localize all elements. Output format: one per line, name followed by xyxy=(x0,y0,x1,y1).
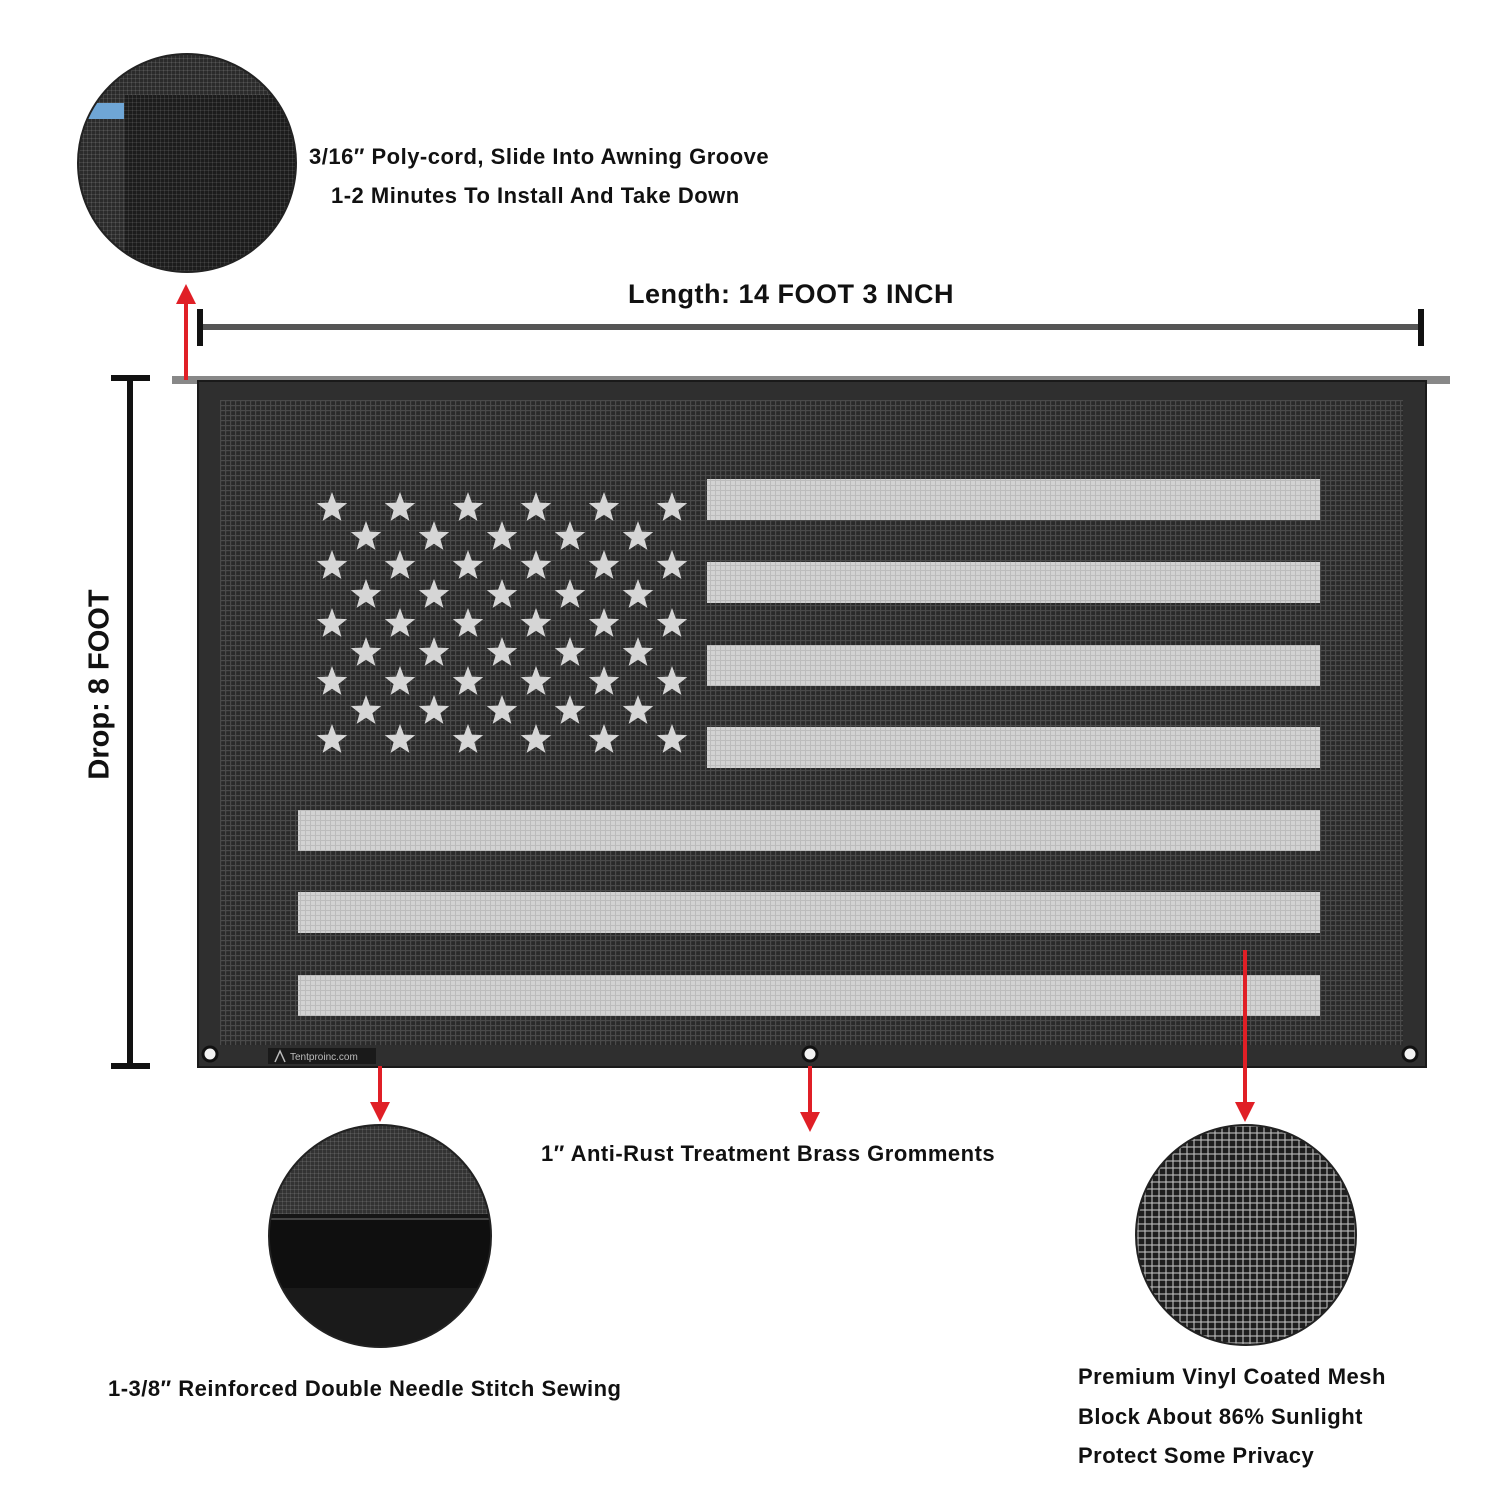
drop-label: Drop: 8 FOOT xyxy=(83,589,116,780)
flag-stripe-6 xyxy=(298,892,1320,933)
sewing-mesh-band xyxy=(270,1126,490,1214)
flag-stripe-3 xyxy=(707,645,1320,686)
sewing-hem-band xyxy=(270,1218,490,1288)
mesh-caption-line2: Block About 86% Sunlight xyxy=(1078,1404,1363,1429)
flag-stripe-7 xyxy=(298,975,1320,1016)
mesh-caption-line1: Premium Vinyl Coated Mesh xyxy=(1078,1364,1386,1389)
drop-dimension-line xyxy=(111,378,150,1066)
sewing-lower-band xyxy=(270,1288,490,1348)
grommet-left xyxy=(203,1047,217,1061)
grommet-right xyxy=(1403,1047,1417,1061)
mesh-caption-line3: Protect Some Privacy xyxy=(1078,1443,1315,1468)
polycord-caption-line2: 1-2 Minutes To Install And Take Down xyxy=(331,183,740,208)
brand-tag xyxy=(268,1048,376,1064)
length-dimension-line xyxy=(200,309,1421,346)
mesh-detail-circle xyxy=(1135,1124,1357,1346)
flag-stripe-5 xyxy=(298,810,1320,851)
flag-stripe-2 xyxy=(707,562,1320,603)
brand-tag-text: Tentproinc.com xyxy=(290,1052,358,1063)
polycord-caption-line1: 3/16″ Poly-cord, Slide Into Awning Groove xyxy=(309,144,770,169)
sewing-detail-circle xyxy=(268,1124,492,1348)
flag-stripe-1 xyxy=(707,479,1320,520)
flag-stripe-4 xyxy=(707,727,1320,768)
sewing-caption: 1-3/8″ Reinforced Double Needle Stitch Sewing xyxy=(108,1376,622,1401)
grommet-center xyxy=(803,1047,817,1061)
grommets-caption: 1″ Anti-Rust Treatment Brass Gromments xyxy=(541,1141,996,1166)
length-label: Length: 14 FOOT 3 INCH xyxy=(628,279,955,309)
